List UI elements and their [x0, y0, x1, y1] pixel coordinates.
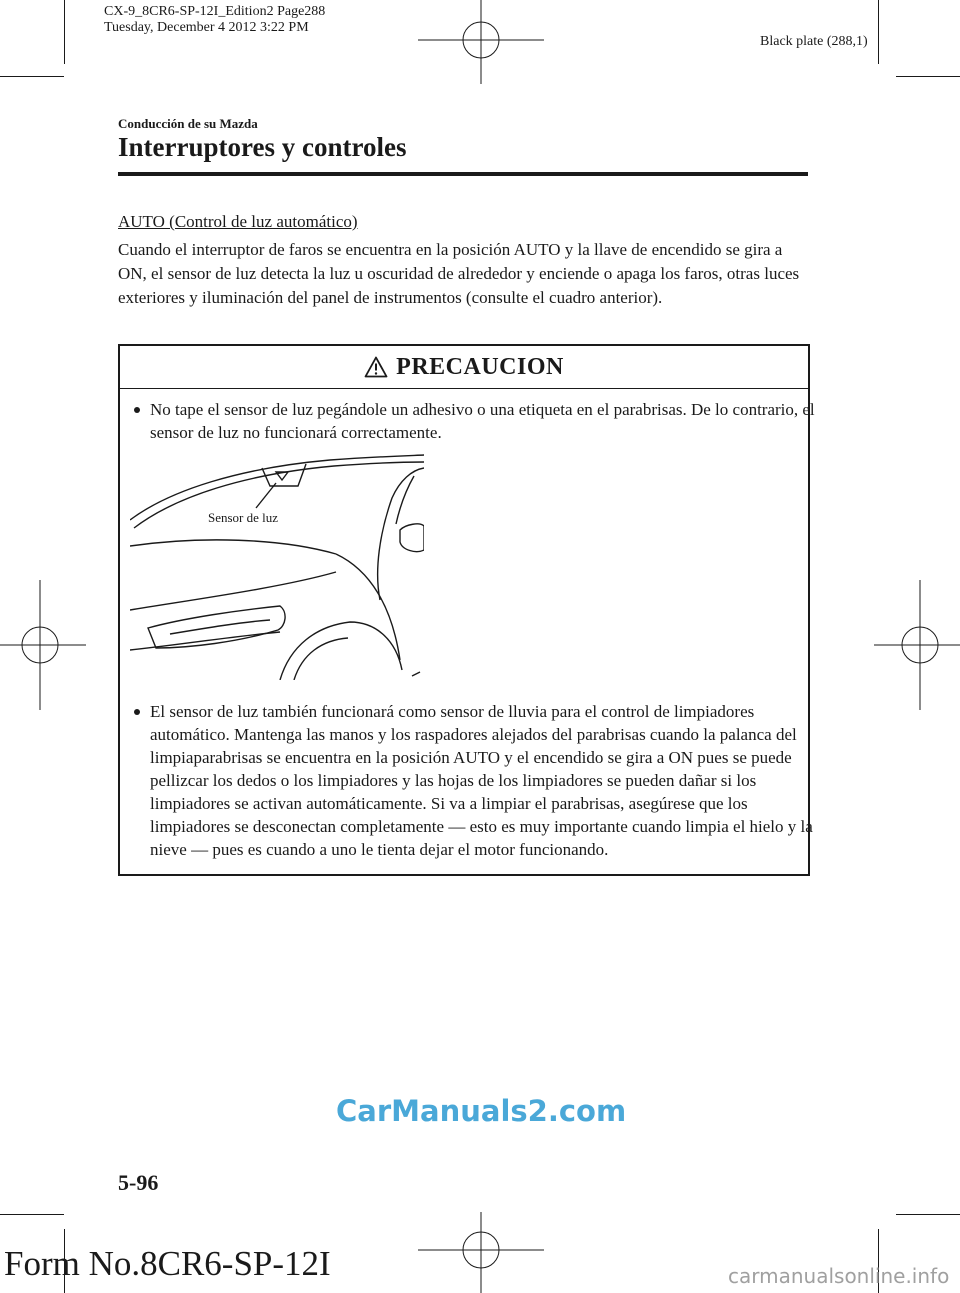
- crop-mark: [878, 0, 879, 64]
- registration-mark-left: [0, 580, 86, 710]
- caution-box: [118, 344, 815, 876]
- registration-mark-bottom: [418, 1212, 544, 1293]
- registration-mark-right: [874, 580, 960, 710]
- subheading: AUTO (Control de luz automático): [118, 212, 358, 231]
- title-rule: [118, 172, 808, 176]
- crop-mark: [0, 1214, 64, 1215]
- crop-mark: [64, 0, 65, 64]
- date-line: Tuesday, December 4 2012 3:22 PM: [104, 20, 309, 35]
- bullet-text: No tape el sensor de luz pegándole un adhesivo o una etiqueta en el parabrisas. De lo contrario, el sensor de luz no funcionará correctamente.: [150, 400, 815, 442]
- sensor-label: Sensor de luz: [208, 510, 279, 525]
- caution-title: PRECAUCION: [396, 353, 564, 380]
- caution-bullet: [130, 700, 822, 861]
- bullet-dot: [134, 407, 140, 413]
- caution-bullet: [130, 398, 822, 444]
- bullet-dot: [134, 709, 140, 715]
- crop-mark: [896, 1214, 960, 1215]
- page-title: Interruptores y controles: [118, 132, 407, 162]
- watermark: CarManuals2.com: [336, 1094, 627, 1128]
- crop-mark: [0, 76, 64, 77]
- page-number: 5-96: [118, 1170, 159, 1195]
- form-number: Form No.8CR6-SP-12I: [4, 1244, 331, 1283]
- job-line: CX-9_8CR6-SP-12I_Edition2 Page288: [104, 4, 326, 19]
- section-label: Conducción de su Mazda: [118, 116, 258, 131]
- site-watermark: carmanualsonline.info: [728, 1264, 950, 1288]
- plate-label: Black plate (288,1): [760, 34, 868, 49]
- warning-triangle-icon: [364, 356, 388, 378]
- registration-mark-top: [418, 0, 544, 84]
- printer-meta: [104, 4, 325, 36]
- crop-mark: [896, 76, 960, 77]
- caution-header: [120, 346, 808, 389]
- windshield-sensor-illustration: [130, 450, 424, 680]
- intro-paragraph: Cuando el interruptor de faros se encuentra en la posición AUTO y la llave de encendido se gira a ON, el sensor de luz detecta la luz u oscuridad de alrededor y enciende o apaga los faros, otras luces exteriores y iluminación del panel de instrumentos (consulte el cuadro anterior).: [118, 240, 800, 307]
- bullet-text: El sensor de luz también funcionará como sensor de lluvia para el control de limpiadores automático. Mantenga las manos y los raspadores alejados del parabrisas cuando la palanca del limpiaparabrisas se encuentra en la posición AUTO y el encendido se gira a ON pues se puede pellizcar los dedos o los limpiadores y las hojas de los limpiadores se pueden dañar si los limpiadores se activan automáticamente. Si va a limpiar el parabrisas, asegúrese que los limpiadores se desconectan completamente ― esto es muy importante cuando limpia el hielo y la nieve ― pues es cuando a uno le tienta dejar el motor funcionando.: [150, 702, 813, 859]
